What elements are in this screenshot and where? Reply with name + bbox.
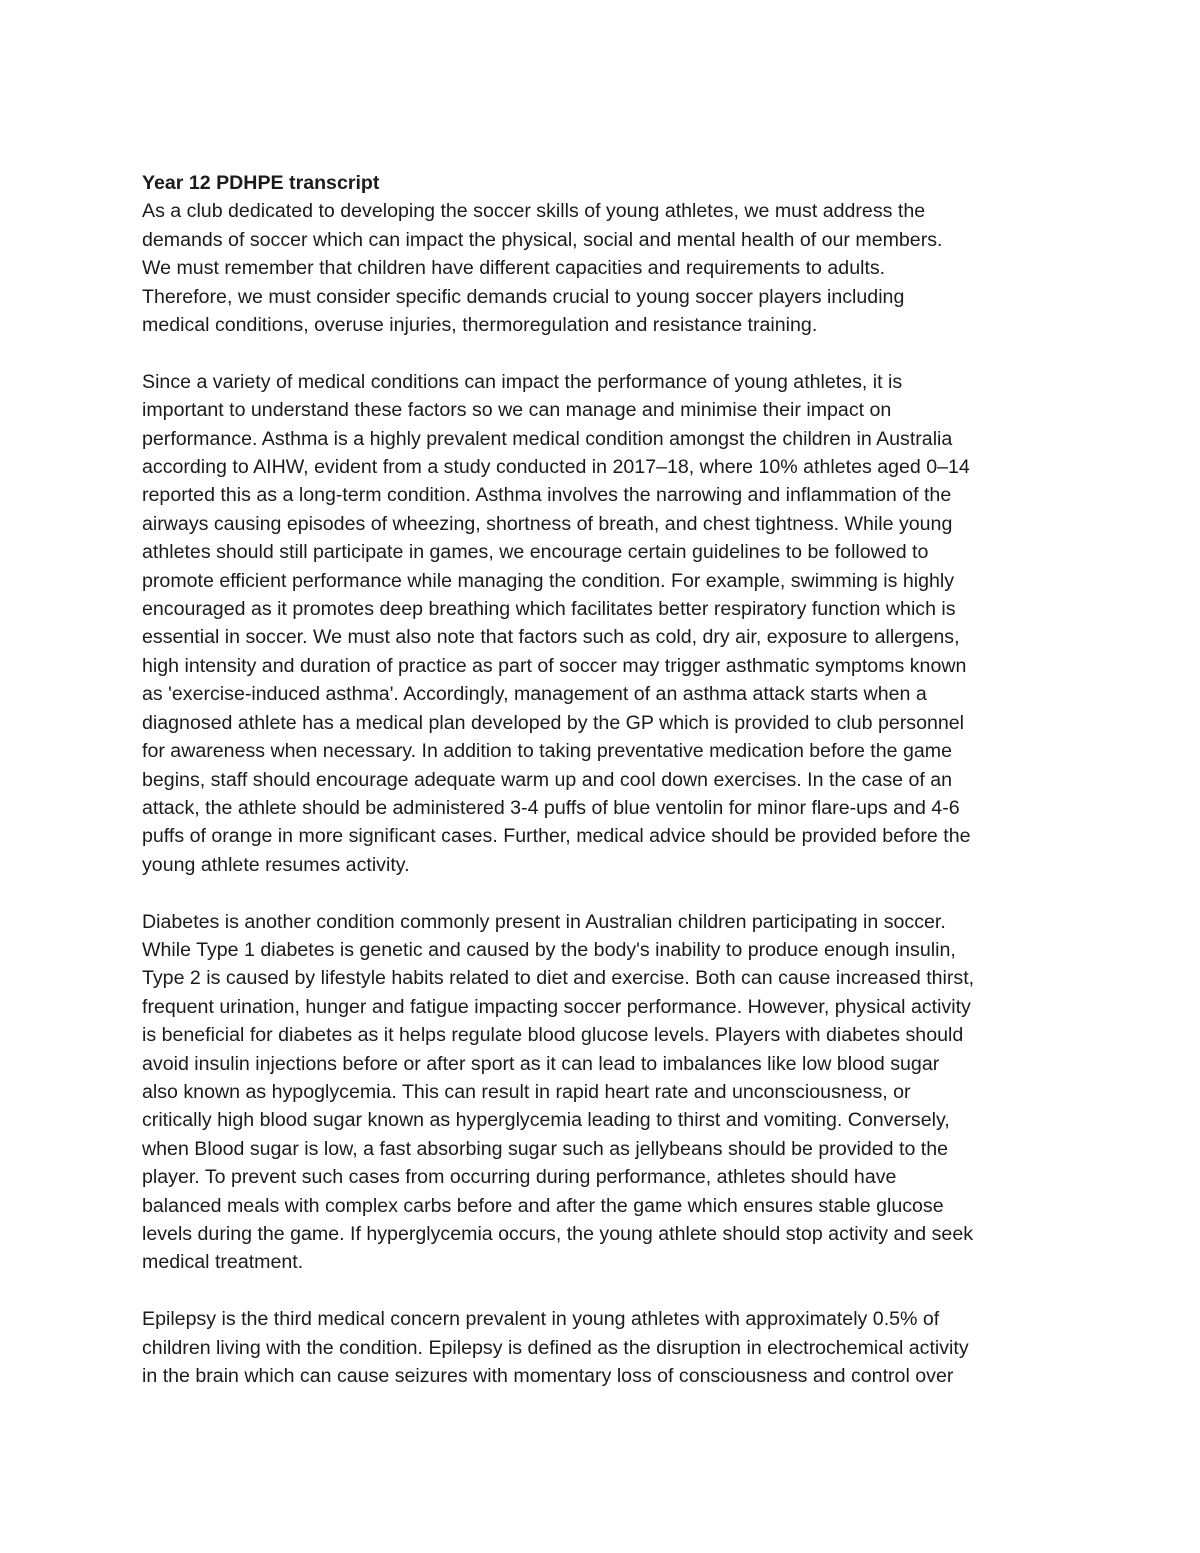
text-line: levels during the game. If hyperglycemia occurs, the young athlete should stop activity and seek	[142, 1223, 974, 1245]
text-line: Therefore, we must consider specific demands crucial to young soccer players including	[142, 285, 905, 308]
text-line: important to understand these factors so we can manage and minimise their impact on	[142, 399, 892, 422]
text-line: essential in soccer. We must also note that factors such as cold, dry air, exposure to allergens,	[142, 626, 960, 649]
text-line: avoid insulin injections before or after sport as it can lead to imbalances like low blood sugar	[142, 1052, 940, 1075]
paragraph-epilepsy	[142, 1305, 1072, 1390]
text-line: As a club dedicated to developing the soccer skills of young athletes, we must address the	[142, 200, 926, 223]
text-line: athletes should still participate in games, we encourage certain guidelines to be followed to	[142, 541, 929, 564]
text-line: balanced meals with complex carbs before and after the game which ensures stable glucose	[142, 1194, 944, 1217]
document-title: Year 12 PDHPE transcript	[142, 172, 380, 194]
text-line: While Type 1 diabetes is genetic and caused by the body's inability to produce enough insulin,	[142, 938, 956, 961]
text-line: as 'exercise-induced asthma'. Accordingly, management of an asthma attack starts when a	[142, 683, 927, 706]
text-line: diagnosed athlete has a medical plan developed by the GP which is provided to club personnel	[142, 711, 965, 734]
text-line: begins, staff should encourage adequate warm up and cool down exercises. In the case of an	[142, 768, 953, 791]
text-line: encouraged as it promotes deep breathing which facilitates better respiratory function which is	[142, 598, 956, 621]
text-line: also known as hypoglycemia. This can result in rapid heart rate and unconsciousness, or	[142, 1080, 911, 1103]
text-line: We must remember that children have different capacities and requirements to adults.	[142, 257, 886, 280]
text-line: Since a variety of medical conditions can impact the performance of young athletes, it is	[142, 370, 903, 393]
text-line: in the brain which can cause seizures with momentary loss of consciousness and control over	[142, 1365, 954, 1388]
text-line: when Blood sugar is low, a fast absorbing sugar such as jellybeans should be provided to the	[142, 1137, 949, 1160]
text-line: medical conditions, overuse injuries, thermoregulation and resistance training.	[142, 314, 818, 337]
text-line: children living with the condition. Epilepsy is defined as the disruption in electrochemical activity	[142, 1336, 969, 1359]
text-line: Diabetes is another condition commonly present in Australian children participating in soccer.	[142, 910, 946, 933]
text-line: airways causing episodes of wheezing, shortness of breath, and chest tightness. While young	[142, 512, 953, 535]
text-line: young athlete resumes activity.	[142, 853, 410, 876]
text-line: demands of soccer which can impact the physical, social and mental health of our members.	[142, 228, 943, 251]
text-line: frequent urination, hunger and fatigue impacting soccer performance. However, physical activity	[142, 995, 971, 1018]
paragraph-asthma	[142, 368, 1072, 879]
text-line: performance. Asthma is a highly prevalent medical condition amongst the children in Australia	[142, 427, 953, 450]
paragraph-intro	[142, 197, 1072, 339]
text-line: is beneficial for diabetes as it helps regulate blood glucose levels. Players with diabetes should	[142, 1024, 964, 1047]
text-line: player. To prevent such cases from occurring during performance, athletes should have	[142, 1166, 897, 1189]
paragraph-diabetes	[142, 908, 1072, 1277]
text-line: Epilepsy is the third medical concern prevalent in young athletes with approximately 0.5% of	[142, 1308, 940, 1331]
document-body	[142, 169, 1072, 1419]
text-line: medical treatment.	[142, 1251, 304, 1274]
text-line: critically high blood sugar known as hyperglycemia leading to thirst and vomiting. Conversely,	[142, 1109, 950, 1132]
text-line: reported this as a long-term condition. Asthma involves the narrowing and inflammation of the	[142, 484, 952, 507]
text-line: for awareness when necessary. In addition to taking preventative medication before the game	[142, 740, 952, 763]
text-line: Type 2 is caused by lifestyle habits related to diet and exercise. Both can cause increased thirst,	[142, 967, 975, 990]
text-line: puffs of orange in more significant cases. Further, medical advice should be provided before the	[142, 825, 971, 848]
text-line: attack, the athlete should be administered 3-4 puffs of blue ventolin for minor flare-ups and 4-6	[142, 796, 960, 819]
text-line: promote efficient performance while managing the condition. For example, swimming is highly	[142, 569, 955, 592]
text-line: high intensity and duration of practice as part of soccer may trigger asthmatic symptoms known	[142, 654, 967, 677]
text-line: according to AIHW, evident from a study conducted in 2017–18, where 10% athletes aged 0–14	[142, 456, 970, 479]
